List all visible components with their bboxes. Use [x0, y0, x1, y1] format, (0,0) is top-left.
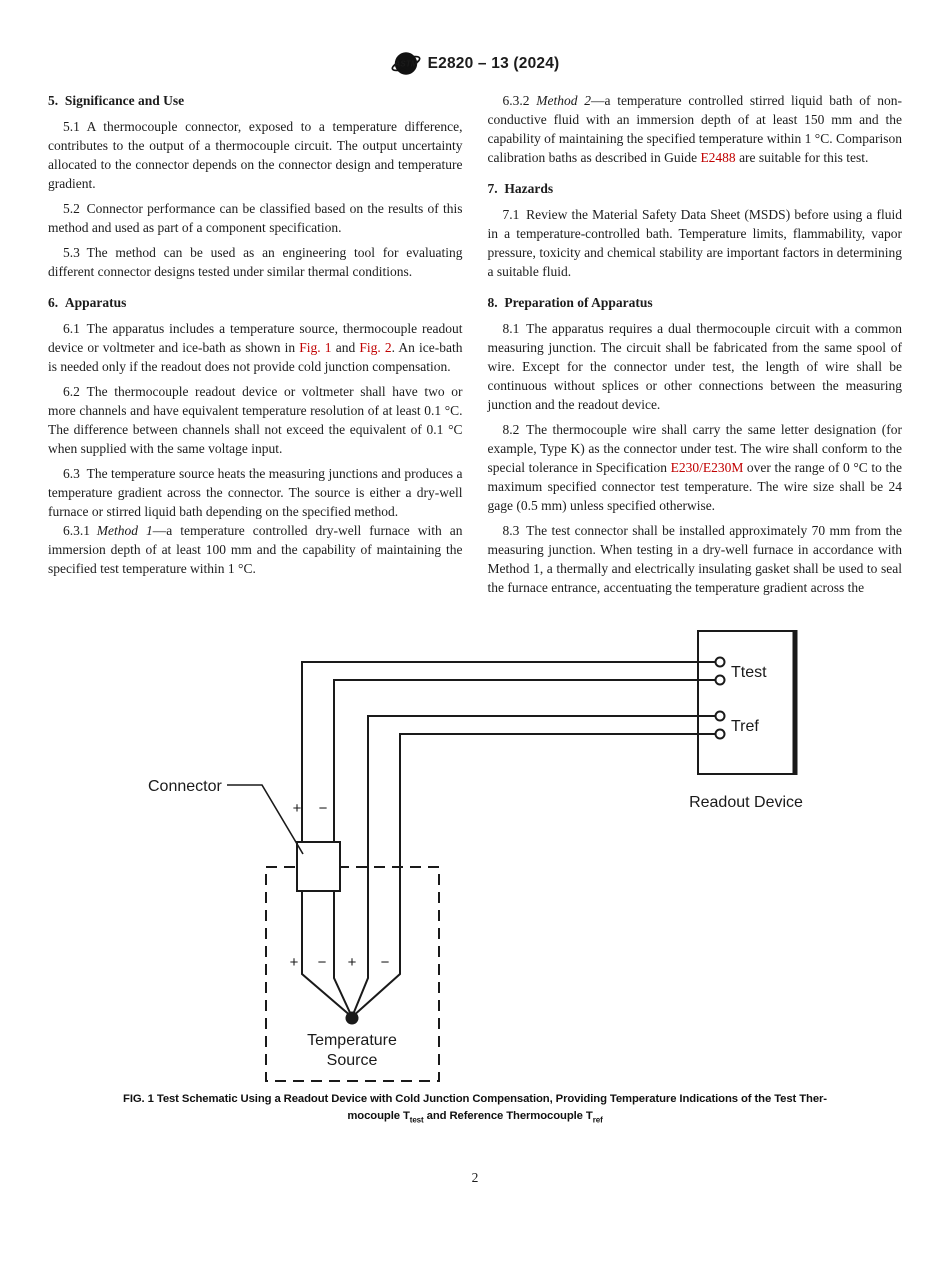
link-fig-2[interactable]: Fig. 2 — [359, 340, 392, 355]
document-header — [48, 50, 902, 77]
para-8-2: 8.2 The thermocouple wire shall carry the same letter designation (for example, Type K) as the connector under test. The wire shall conform to the special tolerance in Specification E230/E230M over the range of 0 °C to the maximum specified connector test temperature. The wire size shall be 24 gage (0.5 mm) unless specified otherwise. — [487, 422, 902, 513]
para-8-3: 8.3 The test connector shall be installed approximately 70 mm from the measuring junction. When testing in a dry-well furnace in accordance with Method 1, a thermally and electrically insulating gasket shall be used to seal the furnace entrance, accentuating the temperature gradient across the — [487, 523, 902, 595]
label-ttest: Ttest — [731, 664, 767, 681]
connector-leader-line — [227, 785, 303, 854]
polarity-minus-bottom-2: − — [380, 954, 390, 971]
wire-ttest-minus — [334, 680, 716, 1017]
para-5-2: 5.2 Connector performance can be classified based on the results of this method and used as part of a component specification. — [48, 201, 463, 235]
subscript-ref: ref — [592, 1114, 603, 1124]
polarity-minus-bottom-1: − — [317, 954, 327, 971]
right-column — [488, 91, 903, 603]
terminal-ttest-minus — [716, 676, 725, 685]
para-6-2: 6.2 The thermocouple readout device or voltmeter shall have two or more channels and have equivalent temperature resolution of at least 0.1 °C. The difference between channels shall not exceed the equivalent of 0.1 °C when supplied with the same voltage input. — [48, 384, 463, 456]
astm-logo-text: ASTM — [393, 59, 418, 69]
figure-1 — [0, 617, 950, 1128]
terminal-ttest-plus — [716, 658, 725, 667]
page-number: 2 — [471, 1170, 479, 1185]
figure-1-caption — [35, 1091, 915, 1128]
measuring-junction-dot — [346, 1012, 359, 1025]
terminal-tref-plus — [716, 712, 725, 721]
para-7-1: 7.1 Review the Material Safety Data Sheet (MSDS) before using a fluid in a temperature-controlled bath. Temperature limits, flammability, vapor pressure, toxicity and chemical stability are important factors in determining a suitable fluid. — [487, 207, 902, 279]
link-e2488[interactable]: E2488 — [700, 150, 736, 165]
wire-tref-minus — [352, 734, 716, 1017]
para-5-3: 5.3 The method can be used as an engineering tool for evaluating different connector designs tested under similar thermal conditions. — [48, 245, 463, 279]
wire-tref-plus — [352, 716, 716, 1017]
section-7-heading: 7. Hazards — [487, 181, 554, 196]
link-fig-1[interactable]: Fig. 1 — [299, 340, 332, 355]
astm-logo-icon — [391, 50, 421, 77]
subscript-test: test — [409, 1114, 424, 1124]
figure-1-caption-line-1: FIG. 1 Test Schematic Using a Readout Device with Cold Junction Compensation, Providing Temperature Indications of the Test Ther- — [123, 1093, 827, 1105]
section-8-heading: 8. Preparation of Apparatus — [487, 295, 653, 310]
para-6-1: 6.1 The apparatus includes a temperature source, thermocouple readout device or voltmeter and ice-bath as shown in Fig. 1 and Fig. 2. An ice-bath is needed only if the readout does not provide cold junction compensation. — [48, 321, 463, 374]
terminal-tref-minus — [716, 730, 725, 739]
label-tref: Tref — [731, 718, 759, 735]
para-5-1: 5.1 A thermocouple connector, exposed to a temperature difference, contributes to the output of a thermocouple circuit. The output uncertainty allocated to the connector depends on the connector design and temperature gradient. — [48, 119, 463, 191]
figure-1-caption-line-2: mocouple $T_{test}$ and Reference Thermocouple $T_{ref}$ — [347, 1109, 603, 1124]
connector-box — [297, 842, 340, 891]
method-1-label: Method 1 — [96, 523, 153, 538]
link-e230-e230m[interactable]: E230/E230M — [670, 460, 744, 475]
label-readout-device: Readout Device — [689, 794, 803, 811]
method-2-label: Method 2 — [536, 93, 591, 108]
para-8-1: 8.1 The apparatus requires a dual thermocouple circuit with a common measuring junction. The circuit shall be fabricated from the same spool of wire. Except for the connector under test, the length of wire shall be continuous without splices or other connections between the measuring junction and the readout device. — [487, 321, 902, 412]
section-5-heading: 5. Significance and Use — [48, 93, 185, 108]
polarity-plus-bottom-2: + — [347, 954, 357, 971]
test-schematic-diagram — [0, 617, 950, 1089]
para-6-3: 6.3 The temperature source heats the measuring junctions and produces a temperature gradient across the connector. The source is either a dry-well furnace or stirred liquid bath depending on the specified method. — [48, 466, 463, 519]
label-connector: Connector — [148, 778, 222, 795]
doc-code: E2820 – 13 (2024) — [427, 54, 560, 72]
para-6-3-1: 6.3.1 Method 1—a temperature controlled dry-well furnace with an immersion depth of at least 100 mm and the capability of maintaining the specified test temperature within 1 °C. — [48, 523, 463, 576]
para-6-1-text: 6.1 The apparatus includes a temperature source, thermocouple readout device or voltmeter and ice-bath as shown in — [48, 321, 463, 355]
body-columns — [48, 91, 902, 603]
polarity-plus-bottom-1: + — [289, 954, 299, 971]
section-6-heading: 6. Apparatus — [48, 295, 127, 310]
label-temperature-source-2: Source — [326, 1052, 378, 1069]
polarity-minus-top: − — [318, 800, 328, 817]
polarity-plus-top: + — [292, 800, 302, 817]
label-temperature-source-1: Temperature — [307, 1032, 397, 1049]
left-column — [48, 91, 463, 603]
readout-device-box — [698, 631, 794, 774]
para-6-3-2: 6.3.2 Method 2—a temperature controlled stirred liquid bath of non-conductive fluid with an immersion depth of at least 150 mm and the capability of maintaining the specified temperature within 1 °C. Comparison calibration baths as described in Guide E2488 are suitable for this test. — [487, 93, 902, 165]
